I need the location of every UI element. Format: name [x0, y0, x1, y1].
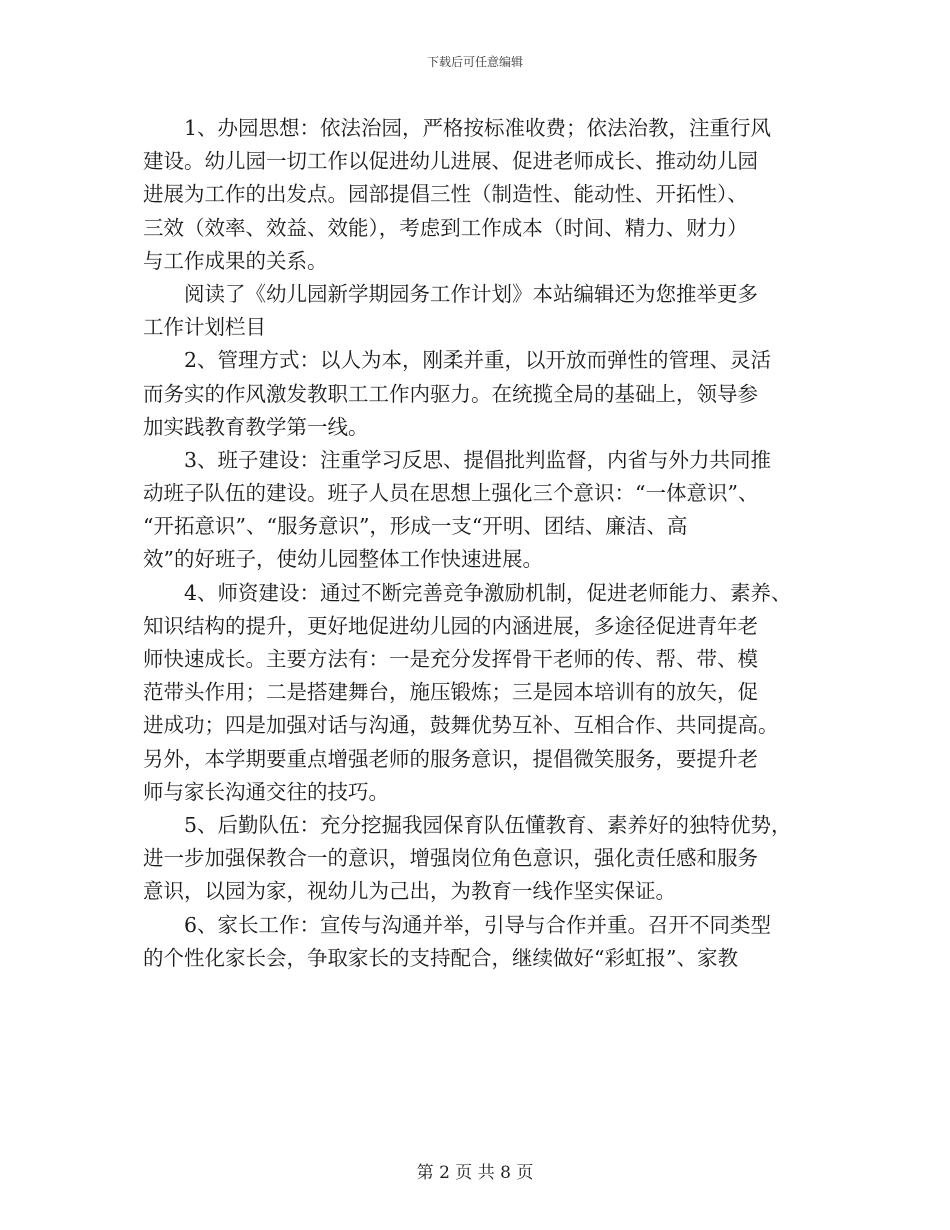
paragraph-line: 知识结构的提升，更好地促进幼儿园的内涵进展，多途径促进青年老: [143, 613, 758, 638]
paragraph-line: 师快速成长。主要方法有：一是充分发挥骨干老师的传、帮、带、模: [143, 647, 758, 671]
paragraph-line: 加实践教育教学第一线。: [143, 414, 369, 439]
paragraph-line: 三效（效率、效益、效能），考虑到工作成本（时间、精力、财力）: [143, 215, 748, 240]
paragraph-first-line: 阅读了《幼儿园新学期园务工作计划》本站编辑还为您推举更多: [184, 281, 758, 306]
paragraph-line: 进展为工作的出发点。园部提倡三性（制造性、能动性、开拓性）、: [143, 182, 748, 207]
paragraph-line: 师与家长沟通交往的技巧。: [143, 779, 389, 804]
page-header: 下载后可任意编辑: [426, 55, 523, 69]
paragraph-line: 进一步加强保教合一的意识，增强岗位角色意识，强化责任感和服务: [143, 846, 758, 871]
paragraph-line: 效”的好班子，使幼儿园整体工作快速进展。: [143, 547, 543, 572]
paragraph-first-line: 1、办园思想：依法治园，严格按标准收费；依法治教，注重行风: [184, 116, 772, 140]
paragraph-line: “开拓意识”、“服务意识”，形成一支“开明、团结、廉洁、高: [143, 514, 688, 539]
paragraph-first-line: 5、后勤队伍：充分挖掘我园保育队伍懂教育、素养好的独特优势，: [184, 812, 792, 837]
paragraph-line: 建设。幼儿园一切工作以促进幼儿进展、促进老师成长、推动幼儿园: [143, 149, 758, 174]
page-number-footer: 第 2 页 共 8 页: [416, 1163, 534, 1183]
paragraph-first-line: 3、班子建设：注重学习反思、提倡批判监督，内省与外力共同推: [184, 447, 772, 472]
paragraph-line: 意识，以园为家，视幼儿为己出，为教育一线作坚实保证。: [143, 879, 676, 904]
paragraph-first-line: 2、管理方式：以人为本，刚柔并重，以开放而弹性的管理、灵活: [184, 348, 772, 373]
paragraph-line: 另外，本学期要重点增强老师的服务意识，提倡微笑服务，要提升老: [143, 746, 758, 771]
paragraph-line: 工作计划栏目: [143, 315, 266, 340]
paragraph-line: 范带头作用；二是搭建舞台，施压锻炼；三是园本培训有的放矢，促: [143, 680, 758, 705]
paragraph-line: 动班子队伍的建设。班子人员在思想上强化三个意识：“一体意识”、: [143, 481, 759, 506]
paragraph-line: 进成功；四是加强对话与沟通，鼓舞优势互补、互相合作、共同提高。: [143, 713, 779, 738]
paragraph-line: 的个性化家长会，争取家长的支持配合，继续做好“彩虹报”、家教: [143, 945, 738, 970]
paragraph-line: 与工作成果的关系。: [143, 248, 328, 273]
paragraph-line: 而务实的作风激发教职工工作内驱力。在统揽全局的基础上，领导参: [143, 381, 758, 406]
paragraph-first-line: 4、师资建设：通过不断完善竞争激励机制，促进老师能力、素养、: [184, 580, 792, 605]
paragraph-first-line: 6、家长工作：宣传与沟通并举，引导与合作并重。召开不同类型: [184, 912, 772, 937]
document-body: [143, 112, 823, 975]
